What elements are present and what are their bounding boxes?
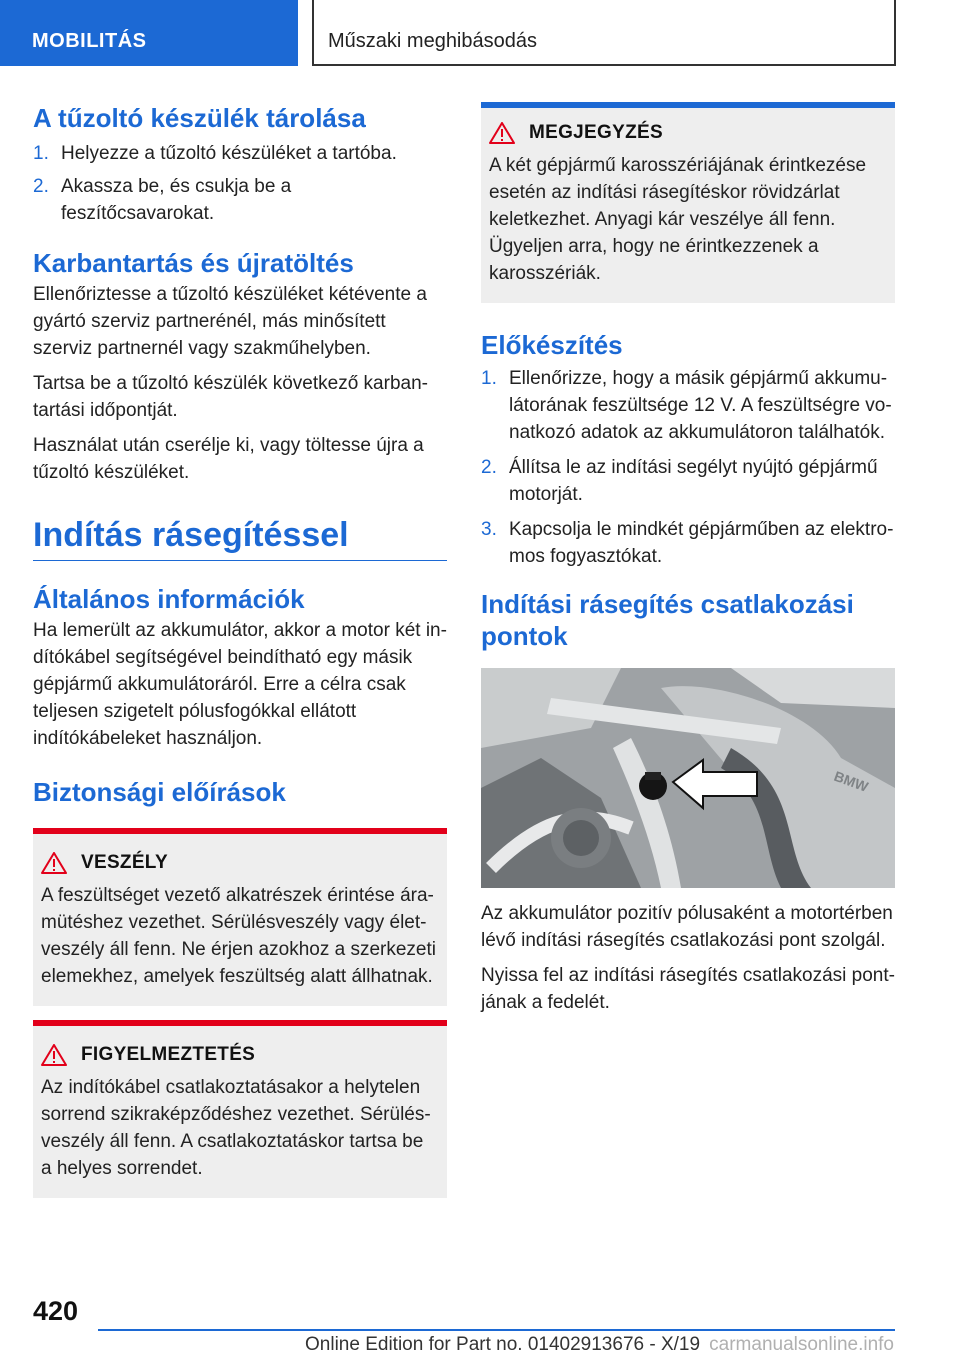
note-text: A két gépjármű karosszériájának érintkezése esetén az indítási rásegítéskor rövidzárlat keletkezhet. Anyagi kár veszélye áll fenn. Ügyeljen arra, hogy ne érintkezzenek a karosszériák. — [489, 155, 867, 284]
engine-bay-illustration — [481, 668, 895, 888]
footer-divider — [98, 1329, 895, 1331]
maintenance-paragraph: Használat után cserélje ki, vagy töltesse újra a tűzoltó készüléket. — [33, 435, 424, 483]
maintenance-paragraph: Tartsa be a tűzoltó készülék következő karbantartási időpontját. — [33, 373, 428, 421]
edition-text: Online Edition for Part no. 01402913676 - X/19 — [305, 1334, 701, 1355]
jump-start-heading: Indítás rásegítéssel — [33, 516, 349, 554]
warning-box-title — [41, 1044, 439, 1066]
danger-text: A feszültséget vezető alkatrészek érintése áramütéshez vezethet. Sérülésveszély vagy életveszély áll fenn. Ne érjen azokhoz a szerkezeti elemekhez, amelyek feszültség alatt állhatnak. — [41, 885, 436, 987]
list-item — [481, 516, 895, 570]
warning-triangle-icon — [489, 122, 515, 144]
warning-text: Az indítókábel csatlakoztatásakor a helytelen sorrend szikraképződéshez vezethet. Sérülésveszély áll fenn. A csatlakoztatáskor tartsa be a helyes sorrendet. — [41, 1077, 431, 1179]
connection-points-paragraph: Az akkumulátor pozitív pólusaként a motortérben lévő indítási rásegítés csatlakozási pont szolgál. — [481, 903, 893, 951]
general-info-paragraph: Ha lemerült az akkumulátor, akkor a motor két indítókábel segítségével beindítható egy másik gépjármű akkumulátoráról. Erre a célra csak teljesen szigetelt pólusfogókkal ellátott indítókábeleket használjon. — [33, 620, 447, 749]
step-number: 3. — [481, 519, 497, 540]
chapter-title: Műszaki meghibásodás — [328, 30, 537, 52]
bmw-engine-logo: BMW — [831, 767, 871, 795]
watermark: carmanualsonline.info — [709, 1334, 894, 1355]
maintenance-paragraph: Ellenőriztesse a tűzoltó készüléket kétévente a gyártó szerviz partnerénél, más minősített szerviz partnernél vagy szakműhelyben. — [33, 284, 427, 359]
connection-points-heading: Indítási rásegítés csatlakozási pontok — [481, 589, 854, 651]
list-item — [481, 365, 895, 446]
step-text: Állítsa le az indítási segélyt nyújtó gépjármű motorját. — [509, 457, 878, 505]
warning-box — [33, 1020, 447, 1198]
storage-heading: A tűzoltó készülék tárolása — [33, 103, 366, 133]
step-text: Helyezze a tűzoltó készüléket a tartóba. — [61, 143, 397, 164]
section-title: MOBILITÁS — [32, 30, 147, 52]
connection-points-paragraph: Nyissa fel az indítási rásegítés csatlakozási pontjának a fedelét. — [481, 965, 895, 1013]
preparation-steps — [481, 365, 895, 570]
note-box — [481, 102, 895, 303]
warning-label: FIGYELMEZTETÉS — [81, 1044, 256, 1065]
list-item — [33, 140, 447, 167]
storage-steps — [33, 140, 447, 227]
left-column — [33, 102, 447, 1198]
general-info-heading: Általános információk — [33, 584, 305, 614]
list-item — [481, 454, 895, 508]
step-text: Akassza be, és csukja be a feszítőcsavarokat. — [61, 176, 292, 224]
warning-triangle-icon — [41, 852, 67, 874]
step-number: 1. — [481, 368, 497, 389]
step-number: 2. — [481, 457, 497, 478]
chapter-header — [312, 0, 896, 66]
danger-label: VESZÉLY — [81, 852, 168, 873]
step-text: Kapcsolja le mindkét gépjárműben az elektromos fogyasztókat. — [509, 519, 894, 567]
preparation-heading: Előkészítés — [481, 330, 623, 360]
note-label: MEGJEGYZÉS — [529, 122, 663, 143]
list-item — [33, 173, 447, 227]
maintenance-heading: Karbantartás és újratöltés — [33, 248, 354, 278]
danger-box-title — [41, 852, 439, 874]
danger-box — [33, 828, 447, 1006]
note-box-title — [489, 122, 887, 144]
step-number: 1. — [33, 143, 49, 164]
warning-triangle-icon — [41, 1044, 67, 1066]
chapter-heading-wrap — [33, 514, 447, 561]
safety-heading: Biztonsági előírások — [33, 777, 286, 807]
step-text: Ellenőrizze, hogy a másik gépjármű akkumulátorának feszültsége 12 V. A feszültségre vonatkozó adatok az akkumulátoron találhatók. — [509, 368, 892, 443]
step-number: 2. — [33, 176, 49, 197]
page-number: 420 — [33, 1296, 79, 1326]
engine-bay-photo — [481, 668, 895, 888]
section-tab — [0, 0, 298, 66]
right-column — [481, 102, 895, 1016]
